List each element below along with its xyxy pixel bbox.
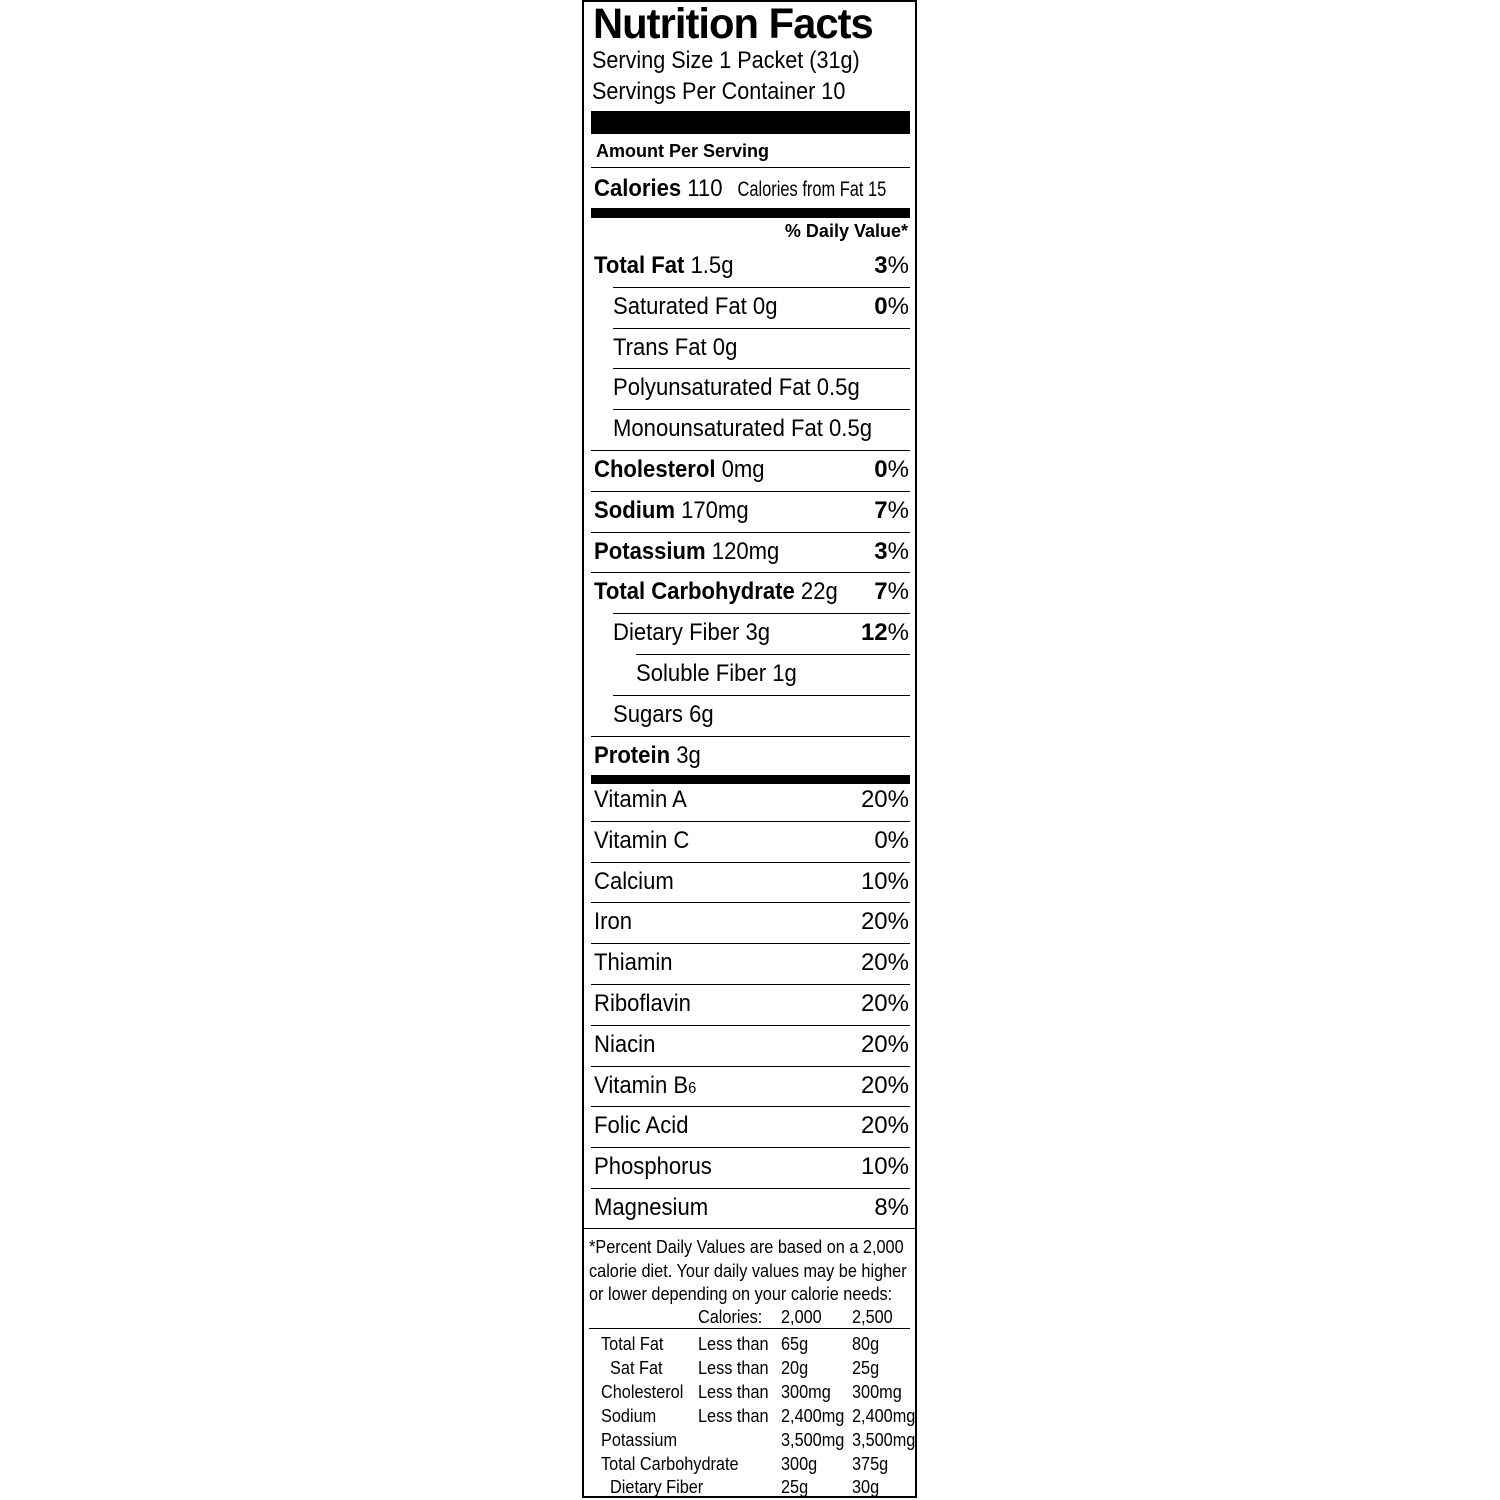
vitamin-label: Thiamin bbox=[594, 949, 673, 977]
nutrient-amount: 170mg bbox=[674, 496, 749, 524]
vitamin-label: Niacin bbox=[594, 1030, 656, 1058]
vitamin-subscript: 6 bbox=[688, 1079, 697, 1097]
daily-value-header: % Daily Value* bbox=[784, 221, 908, 241]
label-title: Nutrition Facts bbox=[593, 0, 873, 48]
amount-per-serving: Amount Per Serving bbox=[596, 141, 770, 161]
footnote-cell: 25g bbox=[781, 1476, 809, 1498]
nutrient-label: Cholesterol bbox=[594, 456, 716, 483]
nutrition-facts-label bbox=[582, 0, 917, 1498]
nutrient-label: Monounsaturated Fat 0.5g bbox=[613, 415, 873, 443]
nutrient-label: Protein bbox=[594, 741, 671, 769]
vitamin-label: Vitamin B bbox=[594, 1071, 689, 1099]
footnote-cell: 300g bbox=[781, 1452, 818, 1474]
daily-value-number: 7 bbox=[874, 578, 888, 606]
nutrient-amount: 120mg bbox=[705, 537, 780, 565]
footnote-cell: 20g bbox=[781, 1356, 809, 1378]
footnote-cell: Less than bbox=[698, 1380, 769, 1402]
footnote-cell: Dietary Fiber bbox=[601, 1476, 704, 1498]
nutrient-label: Trans Fat 0g bbox=[613, 333, 738, 361]
vitamin-daily-value: 10% bbox=[860, 867, 909, 895]
footnote-cell: Total Carbohydrate bbox=[601, 1452, 739, 1474]
daily-value-sign: % bbox=[887, 619, 909, 647]
daily-value-number: 0 bbox=[874, 292, 888, 320]
vitamin-label: Vitamin A bbox=[594, 786, 687, 813]
nutrient-label: Soluble Fiber 1g bbox=[636, 660, 797, 687]
daily-value-number: 12 bbox=[860, 619, 888, 647]
vitamin-daily-value: 20% bbox=[860, 949, 909, 977]
footnote-line: *Percent Daily Values are based on a 2,000 bbox=[589, 1236, 904, 1257]
footnote-cell: Potassium bbox=[601, 1428, 678, 1450]
nutrient-amount: 3g bbox=[670, 741, 701, 769]
footnote-cell: 3,500mg bbox=[781, 1428, 845, 1450]
footnote-cell: Less than bbox=[698, 1356, 769, 1378]
footnote-line: calorie diet. Your daily values may be higher bbox=[589, 1259, 907, 1281]
footnote-text bbox=[589, 1235, 907, 1306]
nutrient-label: Saturated Fat 0g bbox=[613, 292, 778, 320]
nutrient-amount: 22g bbox=[794, 578, 838, 606]
serving-size: Serving Size 1 Packet (31g) bbox=[592, 47, 860, 74]
footnote-cell: 80g bbox=[852, 1333, 880, 1354]
nutrient-amount: 1.5g bbox=[684, 252, 734, 279]
calories-label: Calories bbox=[594, 175, 682, 202]
footnote-cell: 65g bbox=[781, 1333, 809, 1354]
daily-value-sign: % bbox=[887, 578, 909, 606]
footnote-cell: Less than bbox=[698, 1404, 769, 1426]
daily-value-number: 3 bbox=[874, 252, 888, 279]
daily-value-sign: % bbox=[887, 496, 909, 524]
footnote-cell: 300mg bbox=[852, 1380, 902, 1402]
footnote-area bbox=[589, 2, 916, 1498]
footnote-cell: Calories: bbox=[698, 1306, 763, 1327]
daily-value-number: 3 bbox=[874, 537, 888, 565]
vitamin-daily-value: 10% bbox=[860, 1153, 909, 1181]
footnote-cell: Sat Fat bbox=[601, 1356, 663, 1378]
vitamin-daily-value: 8% bbox=[874, 1194, 909, 1221]
vitamin-label: Calcium bbox=[594, 867, 674, 895]
vitamin-label: Vitamin C bbox=[594, 826, 690, 854]
vitamin-label: Folic Acid bbox=[594, 1112, 689, 1140]
vitamin-daily-value: 20% bbox=[860, 1112, 909, 1140]
footnote-table-divider bbox=[589, 1328, 910, 1329]
nutrient-label: Total Carbohydrate bbox=[594, 578, 795, 606]
daily-value-sign: % bbox=[887, 456, 909, 483]
calories-value: 110 bbox=[687, 175, 723, 202]
nutrient-label: Dietary Fiber 3g bbox=[613, 619, 771, 647]
daily-value-number: 0 bbox=[874, 456, 888, 483]
footnote-cell: 25g bbox=[852, 1356, 880, 1378]
vitamin-daily-value: 20% bbox=[860, 786, 909, 813]
daily-value-sign: % bbox=[887, 252, 909, 279]
footnote-cell: 30g bbox=[852, 1476, 880, 1498]
footnote-cell: Cholesterol bbox=[601, 1380, 684, 1402]
vitamin-label: Magnesium bbox=[594, 1194, 709, 1221]
nutrient-label: Sodium bbox=[594, 496, 675, 524]
footnote-cell: 3,500mg bbox=[852, 1428, 916, 1450]
nutrient-label: Polyunsaturated Fat 0.5g bbox=[613, 374, 860, 402]
footnote-cell: Sodium bbox=[601, 1404, 657, 1426]
daily-value-sign: % bbox=[887, 292, 909, 320]
footnote-cell: 2,000 bbox=[781, 1306, 822, 1327]
servings-per-container: Servings Per Container 10 bbox=[592, 78, 846, 105]
daily-value-number: 7 bbox=[874, 496, 888, 524]
nutrient-label: Potassium bbox=[594, 537, 706, 565]
footnote-cell: 375g bbox=[852, 1452, 889, 1474]
vitamin-daily-value: 20% bbox=[860, 908, 909, 936]
daily-value-sign: % bbox=[887, 537, 909, 565]
footnote-line: or lower depending on your calorie needs: bbox=[589, 1283, 893, 1304]
calories-from-fat: Calories from Fat 15 bbox=[737, 178, 887, 201]
footnote-cell: Less than bbox=[698, 1333, 769, 1354]
vitamin-label: Iron bbox=[594, 908, 633, 936]
vitamin-label: Riboflavin bbox=[594, 990, 691, 1017]
vitamin-daily-value: 20% bbox=[860, 1071, 909, 1099]
nutrient-amount: 0mg bbox=[715, 456, 765, 483]
nutrient-label: Sugars 6g bbox=[613, 700, 714, 728]
footnote-cell: 300mg bbox=[781, 1380, 831, 1402]
footnote-cell: 2,400mg bbox=[781, 1404, 845, 1426]
nutrient-label: Total Fat bbox=[594, 252, 685, 279]
footnote-cell: Total Fat bbox=[601, 1333, 664, 1354]
vitamin-label: Phosphorus bbox=[594, 1153, 712, 1181]
vitamin-daily-value: 0% bbox=[874, 826, 909, 854]
footnote-cell: 2,500 bbox=[852, 1306, 893, 1327]
vitamin-daily-value: 20% bbox=[860, 1030, 909, 1058]
vitamin-daily-value: 20% bbox=[860, 990, 909, 1017]
footnote-cell: 2,400mg bbox=[852, 1404, 916, 1426]
